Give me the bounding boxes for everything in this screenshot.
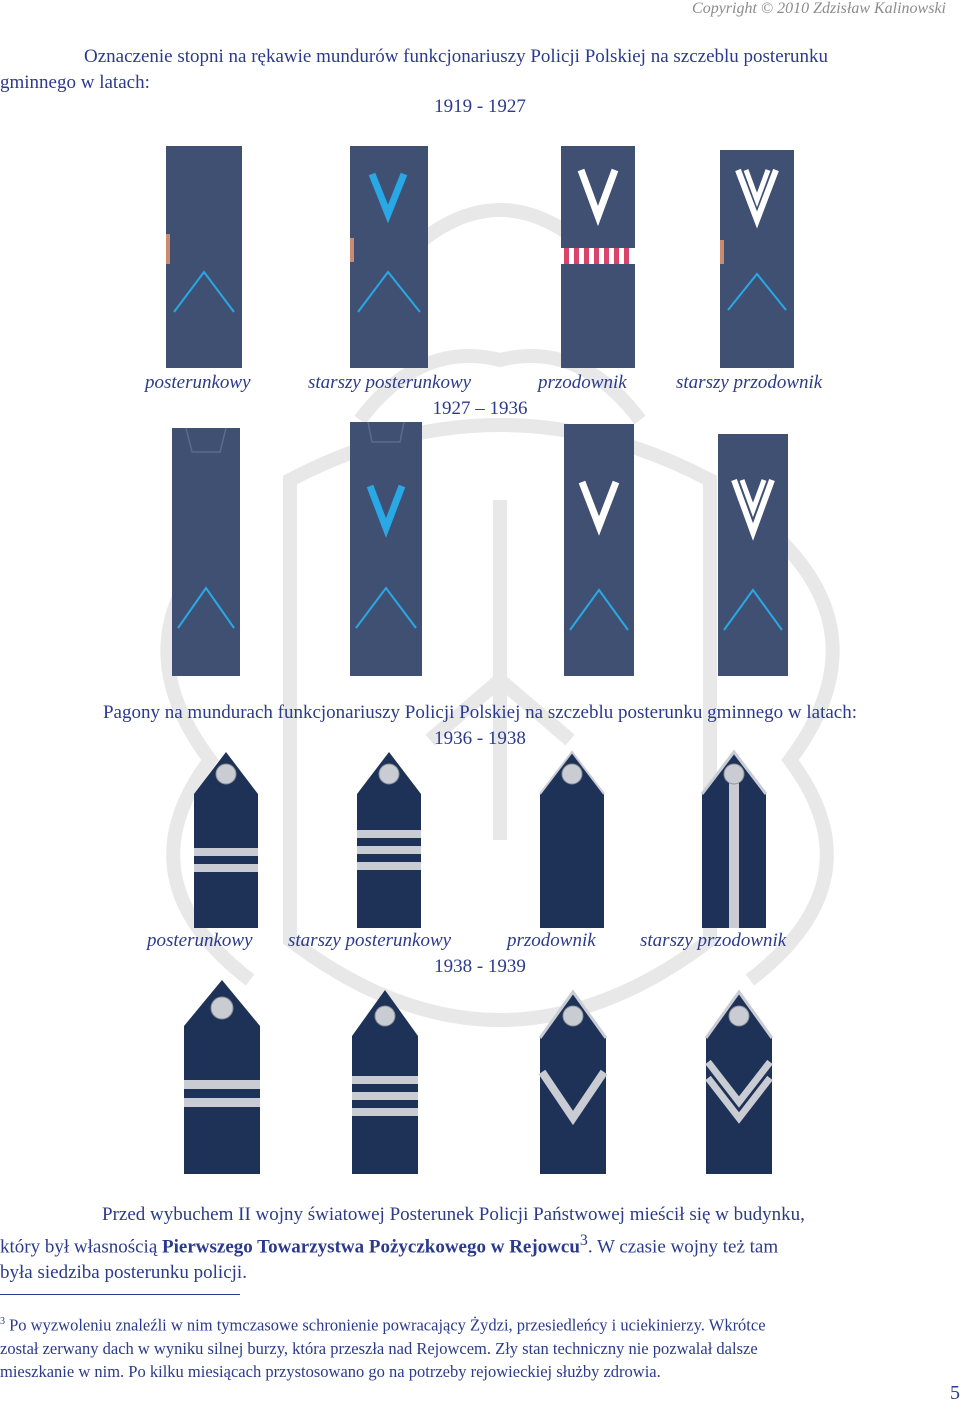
shoulder-board-posterunkowy-1938 [184, 980, 260, 1174]
sleeve-strap-starszy-posterunkowy-1927 [350, 422, 422, 676]
rank-label-przodownik: przodownik [507, 930, 596, 951]
rank-label-przodownik: przodownik [538, 372, 627, 393]
shoulder-board-starszy-posterunkowy-1936 [357, 752, 421, 928]
shoulder-board-starszy-przodownik-1936 [702, 752, 766, 928]
bold-institution-name: Pierwszego Towarzystwa Pożyczkowego w Rejowcu [162, 1236, 580, 1258]
pagony-title: Pagony na mundurach funkcjonariuszy Policji Polskiej na szczeblu posterunku gminnego w latach: [102, 702, 858, 723]
sleeve-strap-posterunkowy-1927 [172, 428, 240, 676]
shoulder-board-starszy-posterunkowy-1938 [352, 990, 418, 1174]
rank-label-posterunkowy: posterunkowy [147, 930, 253, 951]
page-number: 5 [950, 1382, 960, 1404]
footnote-marker: 3 [0, 1316, 5, 1327]
paragraph-line-2: który był własnością Pierwszego Towarzystwa Pożyczkowego w Rejowcu$^3$. W czasie wojny też tam [0, 1232, 779, 1258]
copyright-notice: Copyright © 2010 Zdzisław Kalinowski [692, 0, 946, 17]
rank-label-starszy-przodownik: starszy przodownik [640, 930, 787, 951]
sleeve-strap-starszy-przodownik-1919 [720, 150, 794, 368]
shoulder-board-przodownik-1936 [540, 752, 604, 928]
rank-label-posterunkowy: posterunkowy [145, 372, 251, 393]
shoulder-board-przodownik-1938 [540, 992, 606, 1174]
rank-label-starszy-posterunkowy: starszy posterunkowy [308, 372, 472, 393]
years-1938-1939: 1938 - 1939 [434, 956, 526, 977]
footnote-ref: 3 [579, 1232, 588, 1249]
page-heading [0, 44, 960, 96]
sleeve-strap-starszy-posterunkowy-1919 [350, 146, 428, 368]
sleeve-strap-przodownik-1919 [561, 146, 635, 368]
sleeve-strap-starszy-przodownik-1927 [718, 434, 788, 676]
sleeve-strap-przodownik-1927 [564, 424, 634, 676]
main-paragraph [0, 1202, 940, 1286]
years-1936-1938: 1936 - 1938 [434, 728, 526, 749]
paragraph-line-1: Przed wybuchem II wojny światowej Posterunek Policji Państwowej mieścił się w budynku, [102, 1204, 805, 1225]
rank-label-starszy-przodownik: starszy przodownik [676, 372, 823, 393]
footnote: $^3$ Po wyzwoleniu znaleźli w nim tymczasowe schronienie powracający Żydzi, przesiedleńcy i uciekinierzy. Wkrótce został zerwany dach w wyniku silnej burzy, która przeszła nad Rejowcem. Zły stan techniczny nie pozwalał dalsze mieszkanie w nim. Po kilku miesiącach przystosowano go na potrzeby rejowieckiej służby zdrowia. [0, 1315, 766, 1381]
footnote-divider [0, 1294, 240, 1295]
shoulder-board-starszy-przodownik-1938 [706, 992, 772, 1174]
years-1919-1927: 1919 - 1927 [434, 96, 526, 117]
shoulder-board-posterunkowy-1936 [194, 752, 258, 928]
paragraph-line-3: była siedziba posterunku policji. [0, 1262, 247, 1284]
years-1927-1936: 1927 – 1936 [432, 398, 528, 419]
sleeve-strap-posterunkowy-1919 [166, 146, 242, 368]
rank-label-starszy-posterunkowy: starszy posterunkowy [288, 930, 452, 951]
heading-line-1: Oznaczenie stopni na rękawie mundurów funkcjonariuszy Policji Polskiej na szczeblu posterunku [84, 46, 828, 67]
heading-line-2: gminnego w latach: [0, 72, 150, 93]
